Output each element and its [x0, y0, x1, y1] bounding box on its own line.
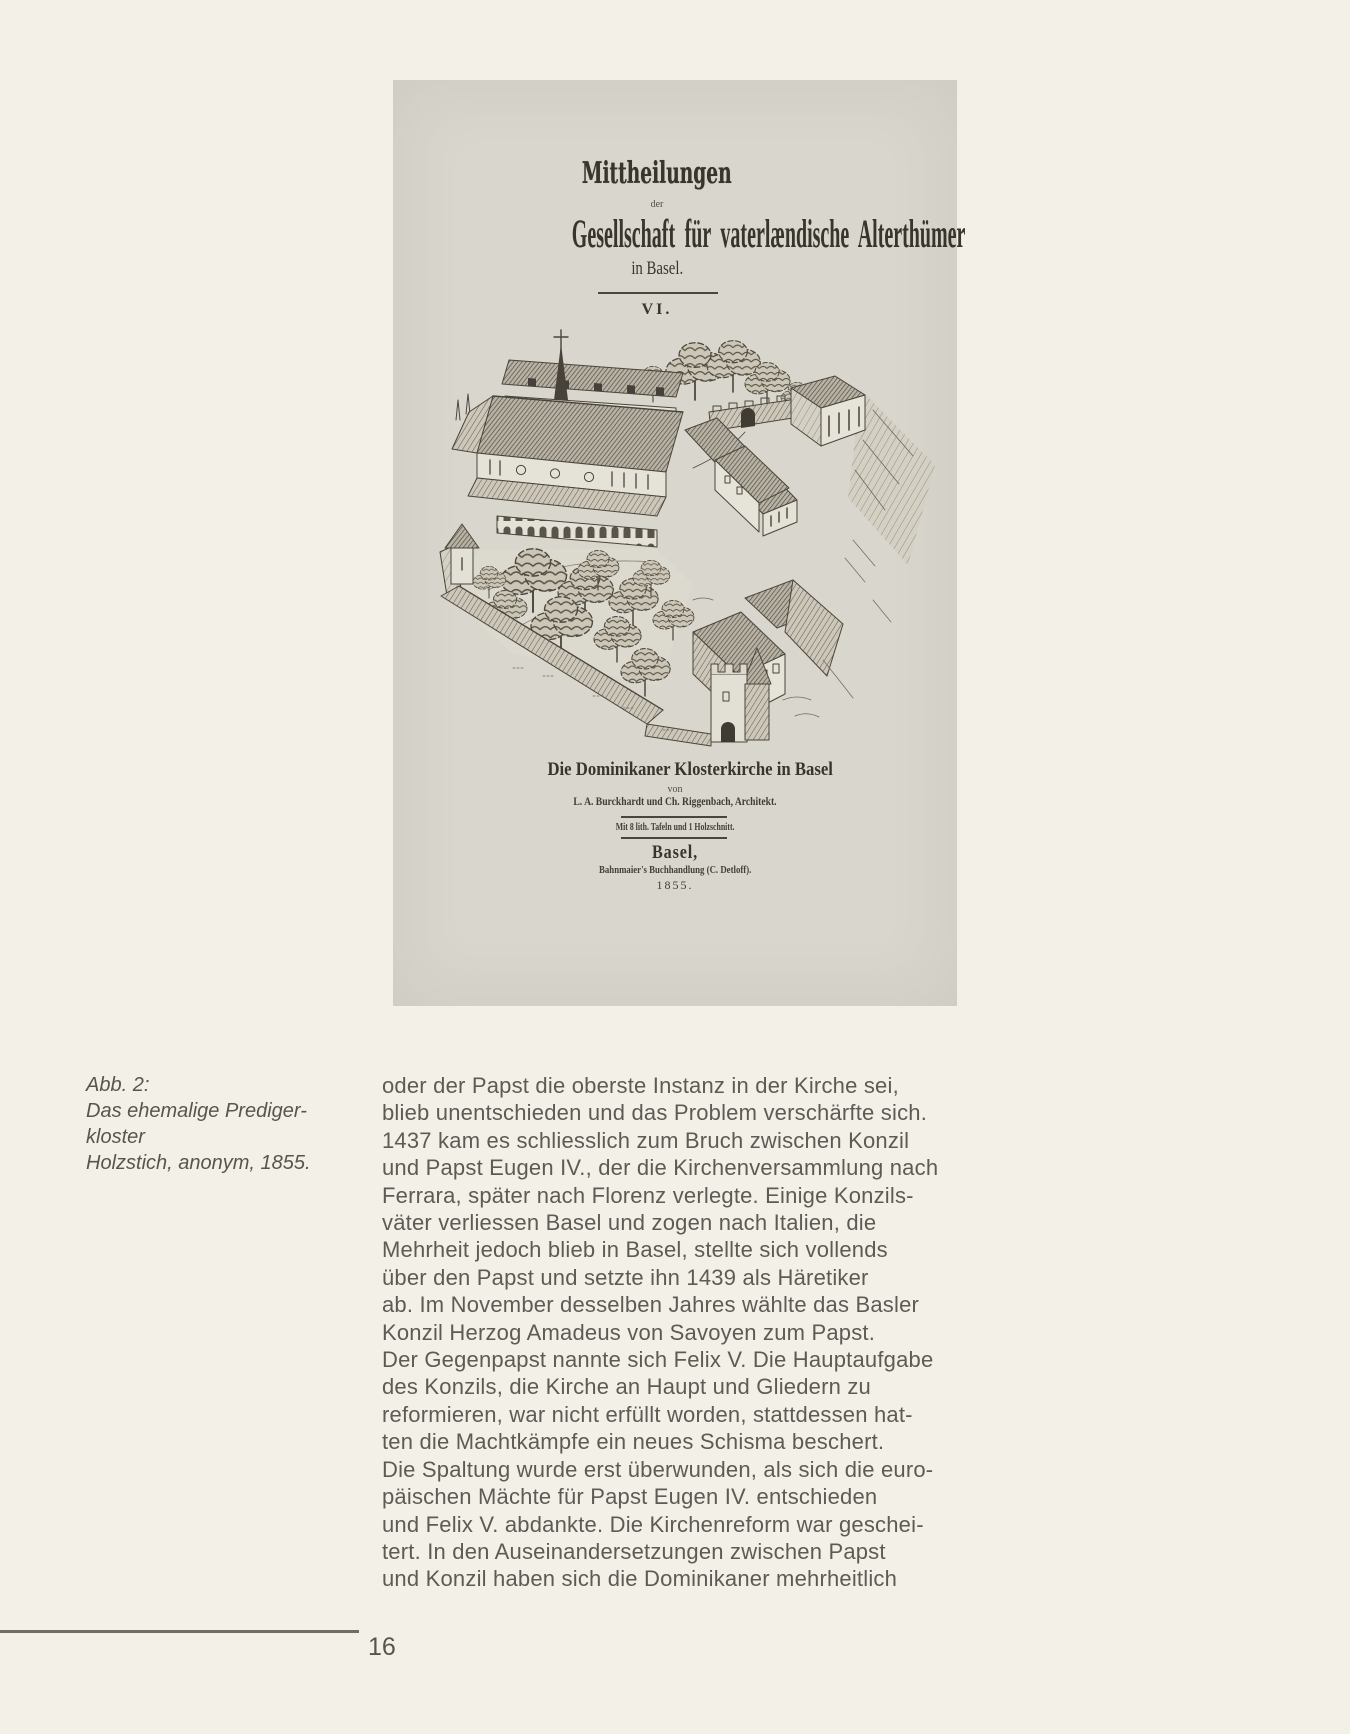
plate-header-rule [598, 292, 718, 294]
body-text-line: Ferrara, später nach Florenz verlegte. Einige Konzils- [382, 1182, 914, 1208]
plate-authors: L. A. Burckhardt und Ch. Riggenbach, Architekt. [573, 794, 777, 808]
body-text-line: oder der Papst die oberste Instanz in der Kirche sei, [382, 1073, 899, 1098]
church [452, 330, 683, 547]
plate-imprint-rule-bottom [621, 837, 727, 839]
body-text-line: ab. Im November desselben Jahres wählte das Basler [382, 1292, 920, 1318]
body-text-line: väter verliessen Basel und zogen nach Italien, die [382, 1210, 877, 1236]
plate-city: Basel, [652, 842, 698, 863]
plate-work-title: Die Dominikaner Klosterkirche in Basel [547, 759, 833, 780]
east-wing-houses [685, 418, 797, 536]
body-text-line: Der Gegenpapst nannte sich Felix V. Die Hauptaufgabe [382, 1347, 934, 1373]
body-text-line: 1437 kam es schliesslich zum Bruch zwischen Konzil [382, 1127, 910, 1153]
plate-publisher: Bahnmaier's Buchhandlung (C. Detloff). [598, 864, 752, 876]
caption-line: Holzstich, anonym, 1855. [86, 1152, 311, 1174]
body-text-line: päischen Mächte für Papst Eugen IV. entschieden [382, 1484, 878, 1510]
body-text-line: tert. In den Auseinandersetzungen zwischen Papst [382, 1538, 886, 1564]
plate-plates-note: Mit 8 lith. Tafeln und 1 Holzschnitt. [615, 822, 735, 833]
plate-imprint-rule-top [621, 816, 727, 818]
page-number: 16 [368, 1633, 396, 1661]
body-text-line: und Papst Eugen IV., der die Kirchenversammlung nach [382, 1155, 939, 1181]
monastery-engraving [393, 300, 957, 750]
body-text-line: reformieren, war nicht erfüllt worden, stattdessen hat- [382, 1401, 913, 1427]
plate-masthead: Mittheilungen [582, 156, 732, 191]
body-text [382, 1072, 982, 1593]
body-text-line: und Konzil haben sich die Dominikaner mehrheitlich [382, 1566, 898, 1592]
body-text-line: Die Spaltung wurde erst überwunden, als sich die euro- [382, 1456, 934, 1482]
body-text-line: Konzil Herzog Amadeus von Savoyen zum Papst. [382, 1319, 876, 1345]
chapel [791, 376, 865, 446]
caption-line: Das ehemalige Prediger- [86, 1100, 307, 1122]
plate-der: der [650, 199, 664, 210]
plate-scan [393, 80, 966, 1006]
plate-volume-number: VI. [641, 301, 673, 318]
body-text-line: über den Papst und setzte ihn 1439 als Häretiker [382, 1264, 869, 1290]
body-text-line: des Konzils, die Kirche an Haupt und Gliedern zu [382, 1374, 871, 1400]
body-text-line: ten die Machtkämpfe ein neues Schisma beschert. [382, 1429, 885, 1455]
body-text-line: Mehrheit jedoch blieb in Basel, stellte sich vollends [382, 1237, 888, 1263]
plate-year: 1855. [656, 878, 694, 892]
caption-line: Abb. 2: [86, 1074, 150, 1096]
plate-von: von [667, 784, 683, 795]
caption-line: kloster [86, 1126, 145, 1148]
footer-rule [0, 1630, 359, 1633]
figure-caption [86, 1072, 366, 1176]
plate-society-title: Gesellschaft für vaterlændische Alterthümer [571, 211, 966, 256]
body-text-line: und Felix V. abdankte. Die Kirchenreform war geschei- [382, 1511, 924, 1537]
plate-place: in Basel. [631, 258, 683, 279]
body-text-line: blieb unentschieden und das Problem verschärfte sich. [382, 1100, 928, 1126]
